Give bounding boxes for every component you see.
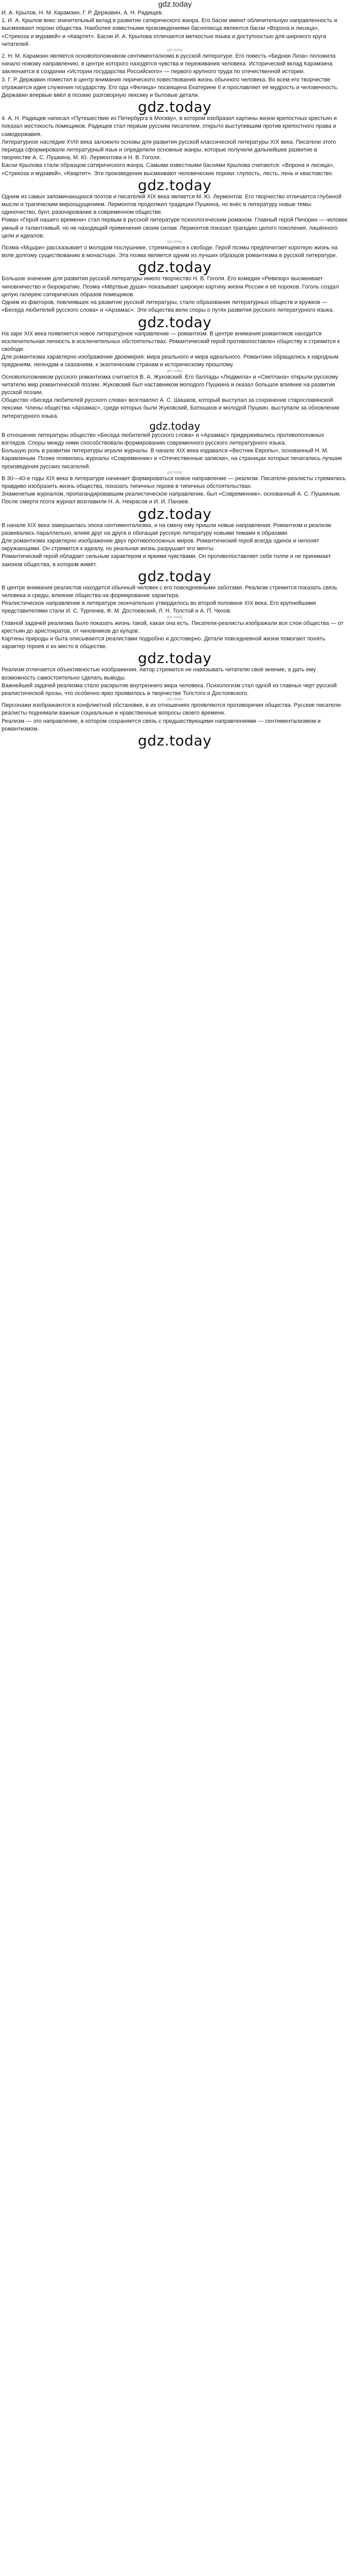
watermark-large: gdz.today — [137, 567, 212, 585]
paragraph: Литературное наследие XVIII века заложило основы для развития русской классической литературы XIX века. Писатели этого периода сформировали литературный язык и определили основные жанры, которые получили дальнейшее развитие в творчестве А. С. Пушкина, М. Ю. Лермонтова и Н. В. Гоголя. — [2, 139, 336, 161]
watermark-large: gdz.today — [137, 505, 212, 522]
paragraph: Для романтизма характерно изображение двоемирия: мира реального и мира идеального. Романтики обращались к народным преданиям, легендам и сказаниям, к экзотическим странам и историческому прошлому. — [2, 354, 339, 368]
paragraph: Романтический герой обладает сильным характером и яркими чувствами. Он противопоставляет себя толпе и не принимает законов общества, в котором живёт. — [2, 553, 331, 568]
watermark-large: gdz.today — [137, 176, 212, 194]
paragraph: Реализм отличается объективностью изображения. Автор стремится не навязывать читателю своё мнение, а дать ему возможность самостоятельно сделать выводы. — [2, 667, 316, 681]
paragraph: Басни Крылова стали образцом сатирического жанра. Самыми известными баснями Крылова считаются: «Ворона и лисица», «Стрекоза и муравей», «Квартет». Эти произведения высмеивают человеческие пороки: глупость, лесть, лень и хвастовство. — [2, 162, 335, 177]
watermark-small: gdz.today — [167, 369, 183, 373]
paragraph: Большую роль в развитии литературы играли журналы. В начале XIX века издавался «Вестник Европы», основанный Н. М. Карамзиным. Позже появились журналы «Современник» и «Отечественные записки», на страницах которых печатались лучшие произведения русских писателей. — [2, 448, 342, 470]
watermark-small: gdz.today — [167, 698, 183, 702]
paragraph: Большое значение для развития русской литературы имело творчество Н. В. Гоголя. Его комедия «Ревизор» высмеивает чиновничество и бюрократию. Поэма «Мёртвые души» показывает широкую картину жизни России и её пороков. Гоголь создал целую галерею сатирических образов помещиков. — [2, 276, 339, 298]
paragraph: 1. И. А. Крылов внес значительный вклад в развитие сатирического жанра. Его басни имеют обличительную направленность и высмеивают пороки общества. Наиболее известными произведениями баснописца являются басни «Ворона и лисица», «Стрекоза и муравей» и «Квартет». Басни И. А. Крылова отличаются меткостью языка и доступностью для широкого круга читателей. — [2, 18, 337, 47]
paragraph: И. А. Крылов, Н. М. Карамзин, Г. Р. Державин, А. Н. Радищев. — [2, 10, 163, 16]
watermark-large: gdz.today — [137, 313, 212, 331]
paragraph: 4. А. Н. Радищев написал «Путешествие из Петербурга в Москву», в котором изобразил картины жизни крепостных крестьян и показал жестокость помещиков. Радищев стал первым русским писателем, открыто выступившим против крепостного права и самодержавия. — [2, 115, 337, 138]
paragraph: На заре XIX века появляется новое литературное направление — романтизм. В центре внимания романтиков находится исключительная личность в исключительных обстоятельствах. Романтический герой противопоставлен обществу и стремится к свободе. — [2, 330, 340, 352]
watermark-large: gdz.today — [137, 98, 212, 116]
paragraph: Реалистическое направление в литературе окончательно утвердилось во второй половине XIX века. Его крупнейшими представителями стали И. С. Тургенев, Ф. М. Достоевский, Л. Н. Толстой и А. П. Чехов. — [2, 600, 316, 615]
watermark-large: gdz.today — [137, 259, 212, 276]
paragraph: В отношении литературы общество «Беседа любителей русского слова» и «Арзамас» придерживались противоположных взглядов. Споры между ними способствовали формированию современного русского литературного языка. — [2, 432, 324, 446]
paragraph: Главной задачей реализма было показать жизнь такой, какая она есть. Писатели-реалисты изображали все слои общества — от крестьян до аристократов, от чиновников до купцов. — [2, 620, 344, 634]
paragraph: В 30—40-е годы XIX века в литературе начинает формироваться новое направление — реализм. Писатели-реалисты стремились правдиво изобразить жизнь общества, показать типичных героев в типичных обстоятельствах. — [2, 475, 346, 489]
watermark-medium: gdz.today — [149, 419, 201, 432]
document-body — [0, 9, 350, 749]
paragraph: Для романтизма характерно изображение двух противоположных миров. Романтический герой всегда одинок и непонят окружающими. Он стремится к идеалу, но реальная жизнь разрушает его мечты. — [2, 537, 319, 552]
paragraph: Одним из самых запоминающихся поэтов и писателей XIX века является М. Ю. Лермонтов. Его творчество отличается глубиной мысли и трагическим мироощущением. Лермонтов продолжил традиции Пушкина, но внёс в литературу новые темы: одиночество, бунт, разочарование в современном обществе. — [2, 193, 342, 216]
paragraph: Общество «Беседа любителей русского слова» возглавлял А. С. Шишков, который выступал за сохранение старославянской лексики. Члены общества «Арзамас», среди которых были Жуковский, Батюшков и молодой Пушкин, выступали за обновление литературного языка. — [2, 397, 340, 419]
watermark-top: gdz.today — [158, 0, 192, 9]
paragraph: В центре внимания реалистов находится обычный человек с его повседневными заботами. Реализм стремится показать связь человека и среды, влияние общества на формирование характера. — [2, 584, 338, 599]
paragraph: 3. Г. Р. Державин поместил в центр внимания лирического повествования жизнь обычного человека. Во всем его творчестве отражается идея служения государству. Его ода «Фелица» посвящена Екатерине II и прославляет её мудрость и человечность. Державин впервые ввёл в поэзию разговорную лексику и бытовые детали. — [2, 76, 339, 99]
watermark-small: gdz.today — [167, 48, 183, 53]
paragraph: Знаменитым журналом, пропагандировавшим реалистическое направление, был «Современник», основанный А. С. Пушкиным. После смерти поэта журнал возглавили Н. А. Некрасов и И. И. Панаев. — [2, 491, 341, 505]
paragraph: Основоположником русского романтизма считается В. А. Жуковский. Его баллады «Людмила» и «Светлана» открыли русскому читателю мир романтической поэзии. Жуковский был наставником молодого Пушкина и оказал большое влияние на развитие русской поэзии. — [2, 374, 338, 396]
watermark-small: gdz.today — [167, 615, 183, 619]
watermark-small: gdz.today — [167, 240, 183, 244]
paragraph: Картины природы и быта описываются реалистами подробно и достоверно. Детали повседневной жизни помогают понять характер героев и их место в обществе. — [2, 636, 325, 650]
paragraph: Персонажи изображаются в конфликтной обстановке, в их отношениях проявляются противоречия общества. Русские писатели-реалисты поднимали важные социальные и нравственные вопросы своего времени. — [2, 702, 342, 717]
paragraph: Реализм — это направление, в котором сохраняется связь с предшествующими направлениями — сентиментализмом и романтизмом. — [2, 718, 321, 732]
paragraph: Важнейшей задачей реализма стало раскрытие внутреннего мира человека. Психологизм стал одной из главных черт русской реалистической прозы, что особенно ярко проявилось в творчестве Толстого и Достоевского. — [2, 682, 337, 697]
watermark-large: gdz.today — [137, 732, 212, 750]
watermark-small: gdz.today — [167, 470, 183, 474]
paragraph: В начале XIX века завершилась эпоха сентиментализма, и на смену ему пришли новые направления. Романтизм и реализм развивались параллельно, влияя друг на друга и обогащая русскую литературу новыми темами и образами. — [2, 522, 331, 536]
paragraph: 2. Н. М. Карамзин является основоположником сентиментализма в русской литературе. Его повесть «Бедная Лиза» положила начало новому направлению, в центре которого находятся чувства и переживания человека. Исторический вклад Карамзина заключается в создании «Истории государства Российского» — первого крупного труда по отечественной истории. — [2, 53, 336, 75]
paragraph: Роман «Герой нашего времени» стал первым в русской литературе психологическим романом. Главный герой Печорин — человек умный и талантливый, но не находящий применения своим силам. Лермонтов показал трагедию целого поколения, лишённого цели и идеалов. — [2, 217, 347, 239]
watermark-large: gdz.today — [137, 650, 212, 667]
paragraph: Одним из факторов, повлиявших на развитие русской литературы, стало образование литературных обществ и кружков — «Беседа любителей русского слова» и «Арзамас». Эти общества вели споры о путях развития русского литературного языка. — [2, 299, 334, 314]
paragraph: Поэма «Мцыри» рассказывает о молодом послушнике, стремящемся к свободе. Герой поэмы предпочитает короткую жизнь на воле долгому существованию в монастыре. Эта поэма является одним из лучших образцов романтизма в русской литературе. — [2, 245, 338, 259]
